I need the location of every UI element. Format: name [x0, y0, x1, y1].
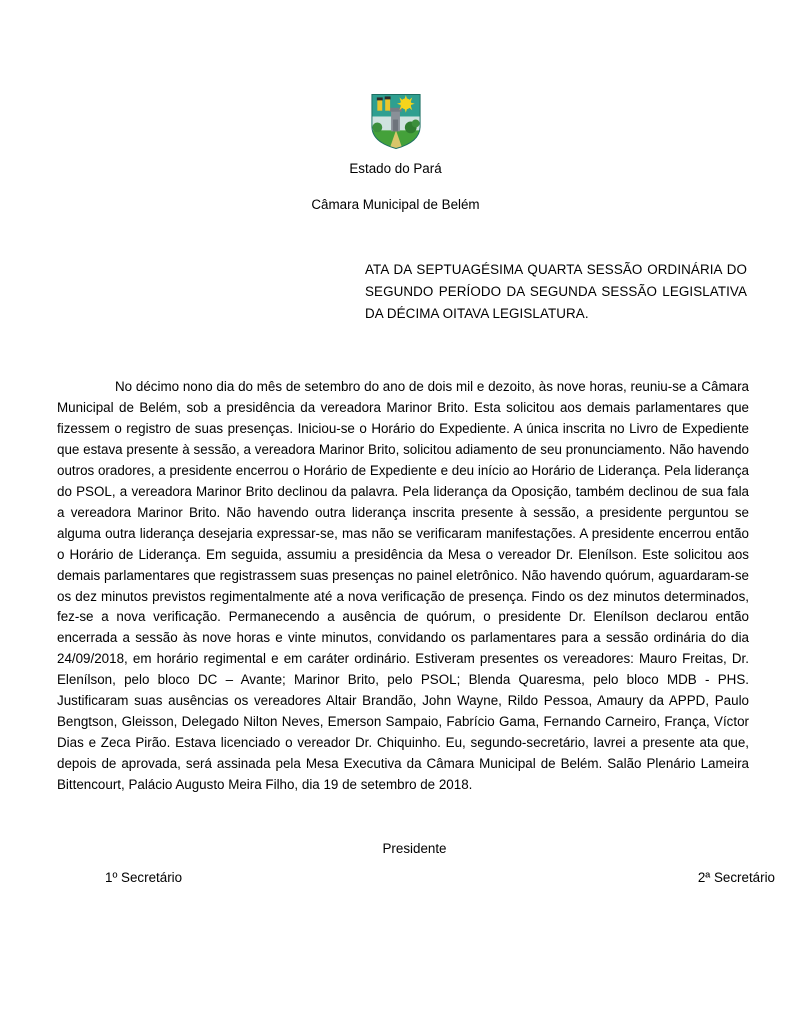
signature-secretaries-row — [105, 870, 775, 886]
signature-first-secretary-label: 1º Secretário — [105, 870, 183, 886]
signature-president-label: Presidente — [382, 841, 447, 857]
session-title: ATA DA SEPTUAGÉSIMA QUARTA SESSÃO ORDINÁRIA DO SEGUNDO PERÍODO DA SEGUNDA SESSÃO LEGISLATIVA DA DÉCIMA OITAVA LEGISLATURA. — [365, 262, 747, 321]
header-state-line: Estado do Pará — [349, 161, 442, 176]
document-header — [0, 0, 791, 213]
signature-second-secretary-label: 2ª Secretário — [697, 870, 775, 886]
belem-coat-of-arms-icon — [370, 93, 422, 150]
minutes-body-paragraph: No décimo nono dia do mês de setembro do ano de dois mil e dezoito, às nove horas, reuniu-se a Câmara Municipal de Belém, sob a presidência da vereadora Marinor Brito. Esta solicitou aos demais parlamentares que fizessem o registro de suas presenças. Iniciou-se o Horário do Expediente. A única inscrita no Livro de Expediente que estava presente à sessão, a vereadora Marinor Brito, solicitou adiamento de seu pronunciamento. Não havendo outros oradores, a presidente encerrou o Horário de Expediente e deu início ao Horário de Liderança. Pela liderança do PSOL, a vereadora Marinor Brito declinou da palavra. Pela liderança da Oposição, também declinou de sua fala a vereadora Marinor Brito. Não havendo outra liderança inscrita presente à sessão, a presidente perguntou se alguma outra liderança desejaria expressar-se, mas não se verificaram manifestações. A presidente encerrou então o Horário de Liderança. Em seguida, assumiu a presidência da Mesa o vereador Dr. Elenílson. Este solicitou aos demais parlamentares que registrassem suas presenças no painel eletrônico. Não havendo quórum, aguardaram-se os dez minutos previstos regimentalmente até a nova verificação de presença. Findo os dez minutos determinados, fez-se a nova verificação. Permanecendo a ausência de quórum, o presidente Dr. Elenílson declarou então encerrada a sessão às nove horas e vinte minutos, convidando os parlamentares para a sessão ordinária do dia 24/09/2018, em horário regimental e em caráter ordinário. Estiveram presentes os vereadores: Mauro Freitas, Dr. Elenílson, pelo bloco DC – Avante; Marinor Brito, pelo PSOL; Blenda Quaresma, pelo bloco MDB - PHS. Justificaram suas ausências os vereadores Altair Brandão, John Wayne, Rildo Pessoa, Amaury da APPD, Paulo Bengtson, Gleisson, Delegado Nilton Neves, Emerson Sampaio, Fabrício Gama, Fernando Carneiro, França, Víctor Dias e Zeca Pirão. Estava licenciado o vereador Dr. Chiquinho. Eu, segundo-secretário, lavrei a presente ata que, depois de aprovada, será assinada pela Mesa Executiva da Câmara Municipal de Belém. Salão Plenário Lameira Bittencourt, Palácio Augusto Meira Filho, dia 19 de setembro de 2018. — [57, 379, 749, 793]
header-institution-line: Câmara Municipal de Belém — [311, 197, 480, 212]
